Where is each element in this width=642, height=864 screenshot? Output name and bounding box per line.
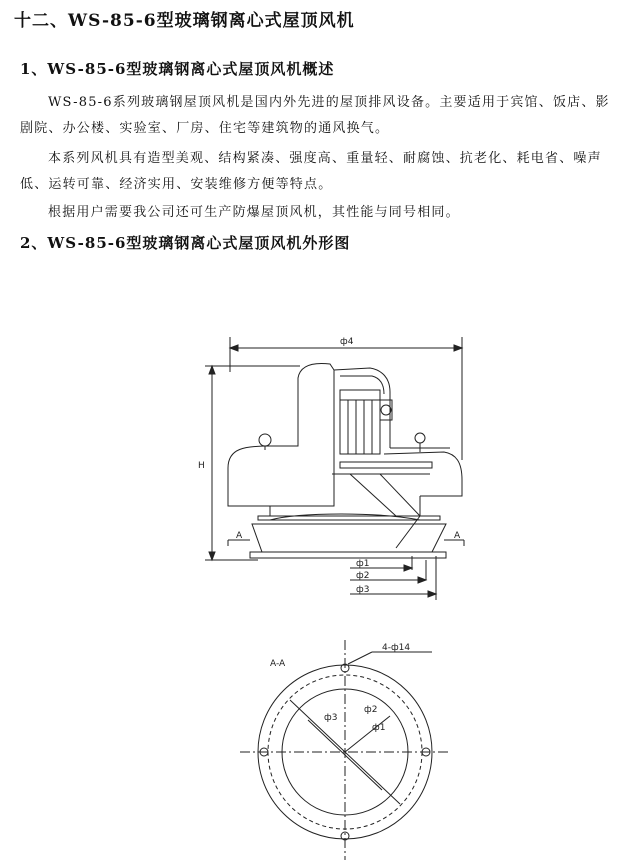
dim-h-label: H bbox=[198, 461, 205, 471]
section-1-title: 1、WS-85-6型玻璃钢离心式屋顶风机概述 bbox=[20, 60, 335, 78]
dim-phi1-label: ф1 bbox=[356, 559, 370, 569]
plan-phi1-label: ф1 bbox=[372, 723, 386, 733]
chapter-title: 十二、WS-85-6型玻璃钢离心式屋顶风机 bbox=[14, 11, 355, 31]
paragraph-1: WS-85-6系列玻璃钢屋顶风机是国内外先进的屋顶排风设备。主要适用于宾馆、饭店、影剧院、办公楼、实验室、厂房、住宅等建筑物的通风换气。 bbox=[20, 95, 610, 136]
plan-phi2-label: ф2 bbox=[364, 705, 378, 715]
section-2-title: 2、WS-85-6型玻璃钢离心式屋顶风机外形图 bbox=[20, 234, 351, 252]
dim-phi4-label: ф4 bbox=[340, 337, 354, 347]
section-view-label: A-A bbox=[270, 659, 286, 669]
section-mark-left: A bbox=[236, 531, 243, 541]
paragraph-3: 根据用户需要我公司还可生产防爆屋顶风机，其性能与同号相同。 bbox=[48, 205, 460, 220]
plan-phi3-label: ф3 bbox=[324, 713, 338, 723]
dim-phi3-label: ф3 bbox=[356, 585, 370, 595]
dim-phi2-label: ф2 bbox=[356, 571, 370, 581]
paragraph-2: 本系列风机具有造型美观、结构紧凑、强度高、重量轻、耐腐蚀、抗老化、耗电省、噪声低、运转可靠、经济实用、安装维修方便等特点。 bbox=[20, 151, 602, 192]
bolt-holes-label: 4-ф14 bbox=[382, 643, 411, 653]
section-mark-right: A bbox=[454, 531, 461, 541]
